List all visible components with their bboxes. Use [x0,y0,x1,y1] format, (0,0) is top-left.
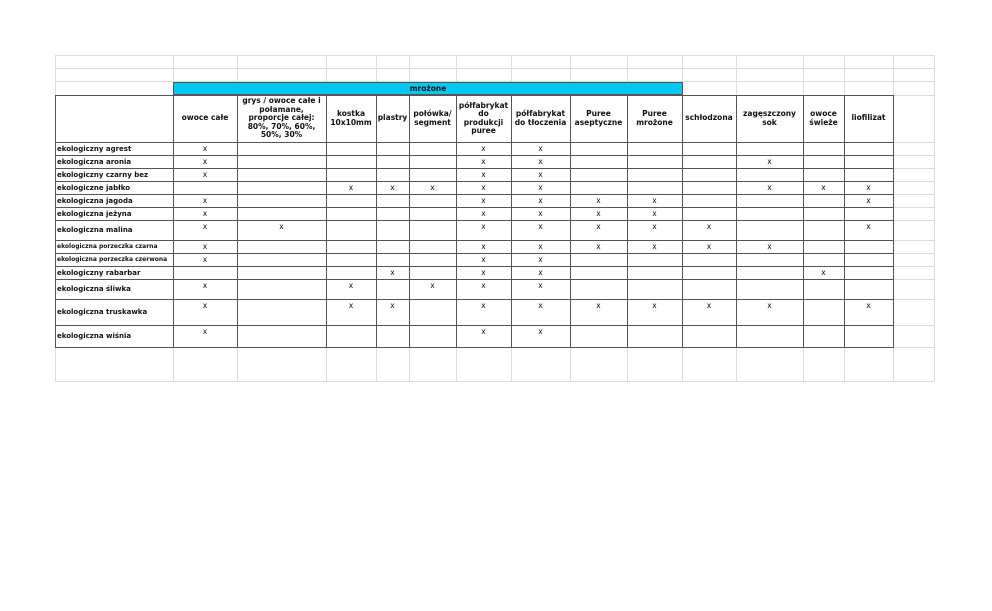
row-label: ekologiczna śliwka [57,285,131,293]
column-header: półfabrykat do produkcji puree [458,100,509,135]
column-header: schłodzona [685,113,733,123]
cell-mark: x [202,170,208,179]
cell-mark: x [596,209,601,218]
cell-mark: x [481,209,486,218]
cell-mark: x [202,327,208,336]
column-header: owoce świeże [809,109,838,127]
cell-mark: x [481,170,486,179]
table-border-h [55,181,894,182]
column-header: kostka 10x10mm [330,109,372,127]
cell-mark: x [390,183,395,192]
cell-mark: x [538,170,543,179]
grid-vline [934,55,935,381]
cell-mark: x [202,209,208,218]
cell-mark: x [202,301,208,310]
table-border-h [55,240,894,241]
table-border-h [55,207,894,208]
cell-mark: x [596,196,601,205]
cell-mark: x [538,327,543,336]
cell-mark: x [538,157,543,166]
cell-mark: x [538,222,543,231]
cell-mark: x [652,301,657,310]
cell-mark: x [767,157,772,166]
cell-mark: x [481,281,486,290]
cell-mark: x [538,255,543,264]
row-label: ekologiczna truskawka [57,308,148,316]
cell-mark: x [481,196,486,205]
cell-mark: x [481,242,486,251]
cell-mark: x [348,281,354,290]
cell-mark: x [652,242,657,251]
grid-hline [55,381,934,382]
cell-mark: x [767,183,772,192]
table-border-h [55,155,894,156]
column-header: Puree mrożone [636,109,673,127]
cell-mark: x [481,144,486,153]
row-label: ekologiczna jagoda [57,196,133,205]
table-border-h [55,220,894,221]
cell-mark: x [596,222,601,231]
cell-mark: x [596,242,601,251]
row-label: ekologiczny agrest [57,144,132,153]
cell-mark: x [821,183,826,192]
cell-mark: x [538,209,543,218]
cell-mark: x [348,183,354,192]
table-border-h [55,325,894,326]
cell-mark: x [481,255,486,264]
cell-mark: x [866,196,871,205]
grid-hline [55,68,934,69]
row-label: ekologiczna aronia [57,157,132,166]
row-label: ekologiczna porzeczka czarna [57,243,158,250]
cell-mark: x [706,222,712,231]
cell-mark: x [279,222,284,231]
column-header: półfabrykat do tłoczenia [514,109,567,127]
cell-mark: x [538,301,543,310]
column-header: owoce całe [181,113,229,123]
row-label: ekologiczny rabarbar [57,268,141,277]
cell-mark: x [538,242,543,251]
row-label: ekologiczna malina [57,226,133,234]
table-border-h [55,142,894,143]
cell-mark: x [481,327,486,336]
table-border-h [55,194,894,195]
cell-mark: x [596,301,601,310]
table-border-h [55,279,894,280]
cell-mark: x [481,183,486,192]
cell-mark: x [706,242,712,251]
cell-mark: x [202,196,208,205]
column-header: połówka/ segment [413,109,452,127]
table-border-h [55,253,894,254]
table-border-h [55,347,894,348]
cell-mark: x [538,268,543,277]
cell-mark: x [481,301,486,310]
row-label: ekologiczny czarny bez [57,170,149,179]
table-border-h [55,299,894,300]
column-header: zagęszczony sok [743,109,796,127]
cell-mark: x [430,281,435,290]
column-header: grys / owoce całe i połamane, proporcje całej: 80%, 70%, 60%, 50%, 30% [242,96,321,140]
frozen-group-header: mrożone [173,82,683,95]
column-header: liofilizat [851,113,886,123]
column-header: Puree aseptyczne [574,109,623,127]
cell-mark: x [767,242,772,251]
cell-mark: x [706,301,712,310]
cell-mark: x [202,242,208,251]
cell-mark: x [390,268,395,277]
row-label: ekologiczna jeżyna [57,209,132,218]
cell-mark: x [866,301,871,310]
cell-mark: x [821,268,826,277]
table-border-h [55,266,894,267]
grid-hline [55,55,934,56]
cell-mark: x [538,196,543,205]
table-border-h [55,168,894,169]
cell-mark: x [481,157,486,166]
cell-mark: x [202,222,208,231]
cell-mark: x [430,183,435,192]
row-label: ekologiczna porzeczka czerwona [57,256,168,263]
table-border-v [893,95,894,347]
cell-mark: x [481,222,486,231]
cell-mark: x [652,209,657,218]
column-header: plastry [377,113,408,123]
cell-mark: x [538,144,543,153]
cell-mark: x [390,301,395,310]
cell-mark: x [538,281,543,290]
cell-mark: x [538,183,543,192]
cell-mark: x [767,301,772,310]
cell-mark: x [348,301,354,310]
row-label: ekologiczna wiśnia [57,332,132,340]
cell-mark: x [866,222,871,231]
cell-mark: x [481,268,486,277]
cell-mark: x [866,183,871,192]
row-label: ekologiczne jabłko [57,183,131,192]
cell-mark: x [202,255,208,264]
cell-mark: x [202,281,208,290]
cell-mark: x [652,196,657,205]
cell-mark: x [652,222,657,231]
cell-mark: x [202,144,208,153]
cell-mark: x [202,157,208,166]
